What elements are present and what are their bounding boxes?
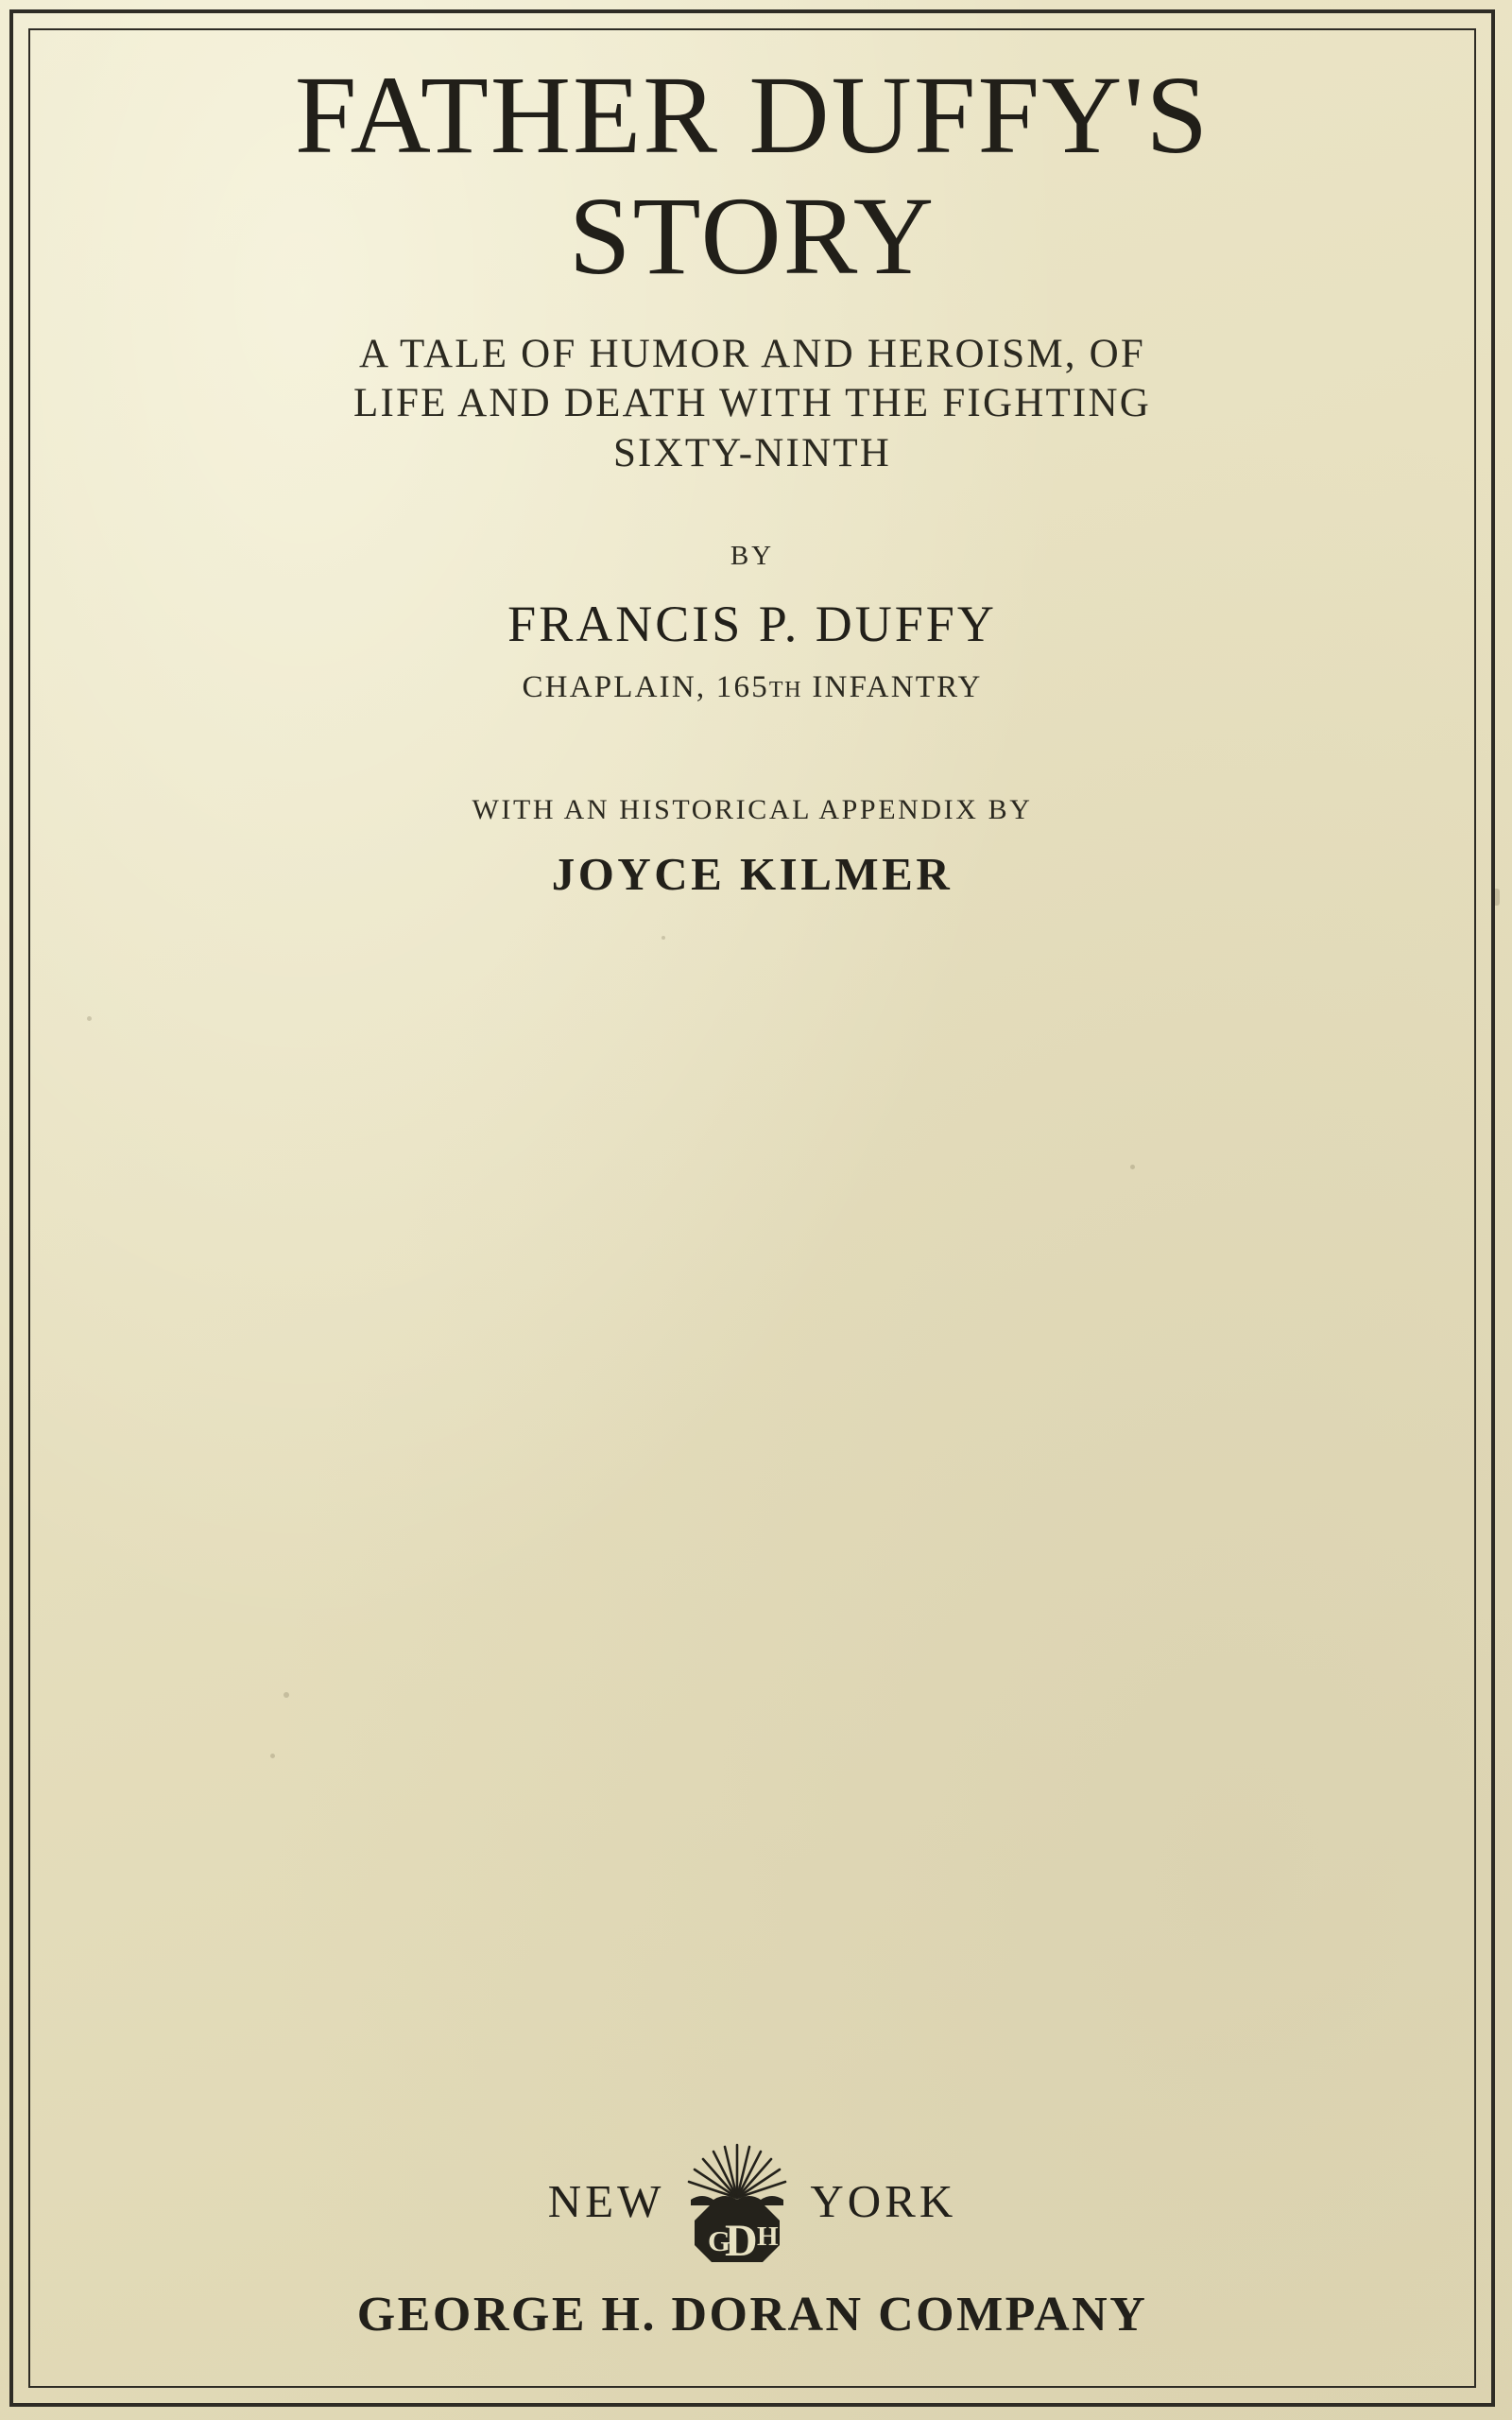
publisher-block bbox=[57, 2130, 1448, 2342]
george-h-doran-sunburst-logo-icon bbox=[666, 2130, 808, 2272]
appendix-credit-line: WITH AN HISTORICAL APPENDIX BY bbox=[472, 794, 1033, 826]
author-role-main: CHAPLAIN, 165 bbox=[522, 670, 769, 705]
book-title-line-1: FATHER DUFFY'S bbox=[294, 53, 1211, 177]
book-subtitle-line-1: A TALE OF HUMOR AND HEROISM, OF bbox=[358, 331, 1146, 376]
book-subtitle-line-2: LIFE AND DEATH WITH THE FIGHTING bbox=[353, 381, 1151, 426]
book-title bbox=[57, 49, 1448, 299]
book-title-line-2: STORY bbox=[568, 174, 936, 299]
author-role-tail: INFANTRY bbox=[801, 670, 983, 705]
book-subtitle bbox=[261, 330, 1244, 478]
publisher-city-row bbox=[57, 2130, 1448, 2272]
svg-text:D: D bbox=[725, 2216, 759, 2266]
by-label: BY bbox=[730, 541, 775, 572]
author-name: FRANCIS P. DUFFY bbox=[507, 596, 997, 653]
publisher-city-left: NEW bbox=[547, 2174, 665, 2227]
title-page-content bbox=[57, 49, 1448, 2363]
author-role bbox=[57, 670, 1448, 705]
publisher-name: GEORGE H. DORAN COMPANY bbox=[356, 2288, 1148, 2342]
publisher-city-right: YORK bbox=[810, 2174, 957, 2227]
svg-text:G: G bbox=[708, 2224, 731, 2257]
appendix-author-name: JOYCE KILMER bbox=[551, 848, 954, 901]
author-role-ordinal: TH bbox=[768, 678, 802, 703]
book-subtitle-line-3: SIXTY-NINTH bbox=[612, 430, 892, 475]
svg-text:H: H bbox=[757, 2221, 779, 2252]
